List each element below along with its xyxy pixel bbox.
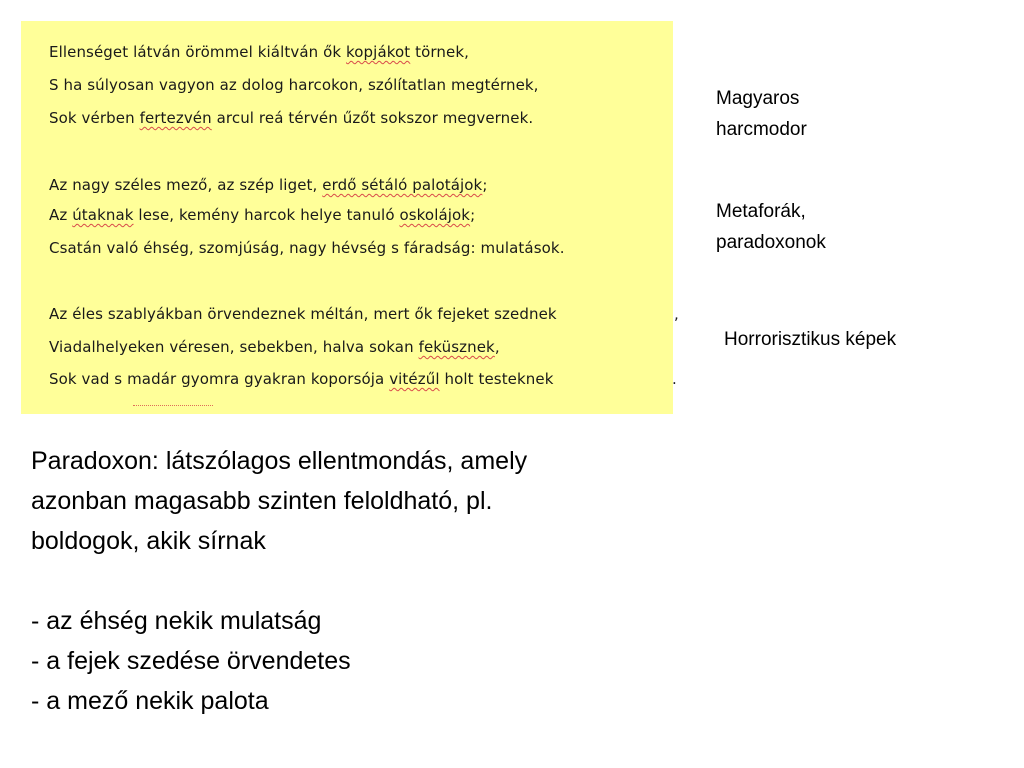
- poem-text: törnek,: [410, 43, 469, 61]
- poem-text: ;: [482, 176, 488, 194]
- poem-line-6: [49, 239, 565, 257]
- poem-text: Ellenséget látván örömmel kiáltván ők: [49, 43, 347, 61]
- poem-text: S ha súlyosan vagyon az dolog harcokon, szólítatlan megtérnek,: [49, 76, 539, 94]
- overflow-period: .: [672, 370, 677, 388]
- definition-line: boldogok, akik sírnak: [31, 527, 266, 555]
- side-note-line: paradoxonok: [716, 232, 826, 253]
- poem-line-3: [49, 109, 533, 127]
- poem-line-7: [49, 305, 557, 323]
- poem-line-2: [49, 76, 539, 94]
- poem-text: arcul reá térvén űzőt sokszor megvernek.: [211, 109, 534, 127]
- spacer: [31, 561, 671, 601]
- poem-text: Viadalhelyeken véresen, sebekben, halva sokan: [49, 338, 419, 356]
- side-note-line: Horrorisztikus képek: [724, 329, 897, 350]
- cutoff-text-remnant: [133, 405, 213, 414]
- example-item: - az éhség nekik mulatság: [31, 607, 322, 635]
- poem-line-8: [49, 338, 500, 356]
- poem-text: Sok vérben: [49, 109, 140, 127]
- misspelled-word: vitézűl: [389, 370, 440, 388]
- poem-text: Az: [49, 206, 73, 224]
- misspelled-word: útaknak: [72, 206, 134, 224]
- poem-text: Csatán való éhség, szomjúság, nagy hévség s fáradság: mulatások.: [49, 239, 565, 257]
- side-note-metaforak: [716, 196, 826, 258]
- poem-text: Sok vad s madár gyomra gyakran koporsója: [49, 370, 390, 388]
- paradox-explanation: [31, 441, 671, 721]
- poem-excerpt-image: [21, 21, 673, 414]
- side-note-line: harcmodor: [716, 119, 807, 140]
- misspelled-word: fertezvén: [139, 109, 212, 127]
- side-note-horror: [724, 324, 896, 355]
- misspelled-word: kopjákot: [346, 43, 411, 61]
- example-item: - a fejek szedése örvendetes: [31, 647, 351, 675]
- overflow-comma: ,: [674, 305, 679, 323]
- poem-line-4: [49, 176, 487, 194]
- definition-line: Paradoxon: látszólagos ellentmondás, amely: [31, 447, 528, 475]
- poem-text: ;: [470, 206, 476, 224]
- poem-text: ,: [494, 338, 500, 356]
- poem-line-5: [49, 206, 475, 224]
- poem-line-1: [49, 43, 469, 61]
- definition-line: azonban magasabb szinten feloldható, pl.: [31, 487, 493, 515]
- misspelled-word: erdő sétáló palotájok: [322, 176, 483, 194]
- side-note-line: Metaforák,: [716, 201, 806, 222]
- example-item: - a mező nekik palota: [31, 687, 269, 715]
- poem-text: lese, kemény harcok helye tanuló: [133, 206, 400, 224]
- side-note-harcmodor: [716, 83, 807, 145]
- misspelled-word: feküsznek: [418, 338, 495, 356]
- misspelled-word: oskolájok: [399, 206, 471, 224]
- poem-text: holt testeknek: [439, 370, 554, 388]
- poem-text: Az nagy széles mező, az szép liget,: [49, 176, 323, 194]
- poem-text: Az éles szablyákban örvendeznek méltán, mert ők fejeket szednek: [49, 305, 557, 323]
- poem-line-9: [49, 370, 554, 388]
- side-note-line: Magyaros: [716, 88, 800, 109]
